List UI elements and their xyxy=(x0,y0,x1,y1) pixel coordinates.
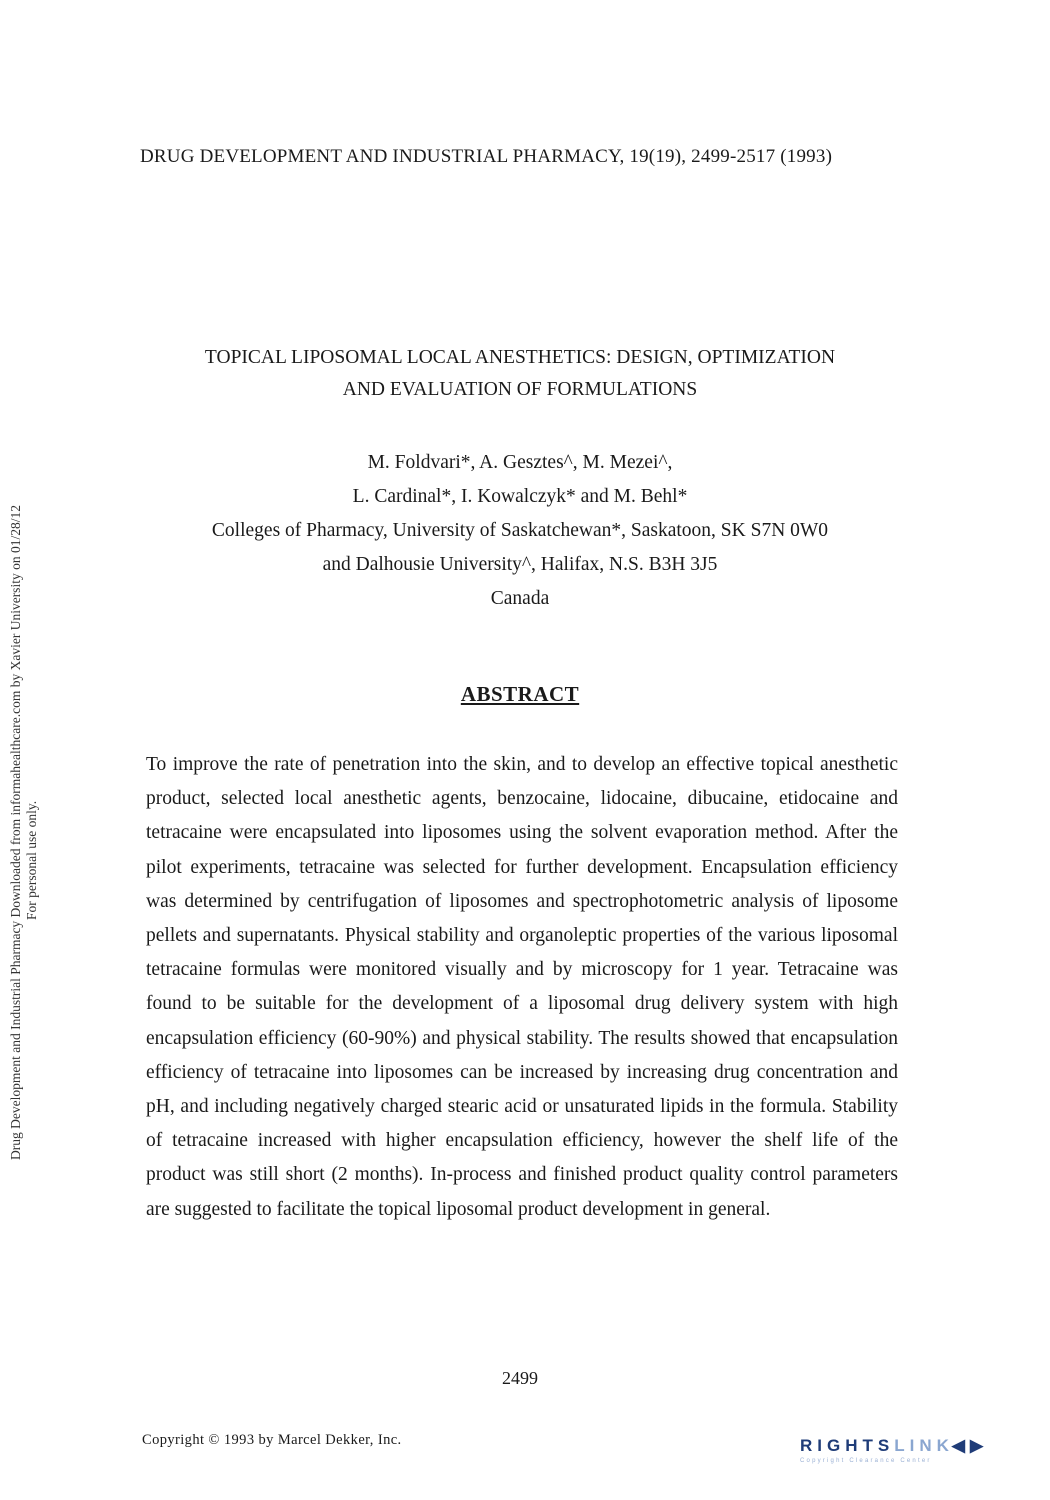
rightslink-arrow-icon: ◀▶ xyxy=(951,1436,989,1455)
rightslink-link-text: LINK xyxy=(894,1436,954,1455)
journal-header: DRUG DEVELOPMENT AND INDUSTRIAL PHARMACY, 19(19), 2499-2517 (1993) xyxy=(140,146,833,167)
abstract-text: To improve the rate of penetration into the skin, and to develop an effective topical anesthetic product, selected local anesthetic agents, benzocaine, lidocaine, dibucaine, etidocaine and tetracaine were encapsulated into liposomes using the solvent evaporation method. After the pilot experiments, tetracaine was selected for further development. Encapsulation efficiency was determined by centrifugation of liposomes and spectrophotometric analysis of liposome pellets and supernatants. Physical stability and organoleptic properties of the various liposomal tetracaine formulas were monitored visually and by microscopy for 1 year. Tetracaine was found to be suitable for the development of a liposomal drug delivery system with high encapsulation efficiency (60-90%) and physical stability. The results showed that encapsulation efficiency of tetracaine into liposomes can be increased by increasing drug concentration and pH, and including negatively charged stearic acid or unsaturated lipids in the formula. Stability of tetracaine increased with higher encapsulation efficiency, however the shelf life of the product was still short (2 months). In-process and finished product quality control parameters are suggested to facilitate the topical liposomal product development in general. xyxy=(146,754,898,1220)
authors-line-1: M. Foldvari*, A. Gesztes^, M. Mezei^, xyxy=(367,452,673,473)
watermark-download-line: Drug Development and Industrial Pharmacy Downloaded from informahealthcare.com by Xavier University on 01/28/12 xyxy=(8,505,23,1160)
rightslink-subtitle: Copyright Clearance Center xyxy=(800,1458,932,1464)
authors-affiliations xyxy=(100,446,940,616)
title-line-1: TOPICAL LIPOSOMAL LOCAL ANESTHETICS: DESIGN, OPTIMIZATION xyxy=(204,347,836,368)
affiliation-line-1: Colleges of Pharmacy, University of Saskatchewan*, Saskatoon, SK S7N 0W0 xyxy=(211,520,829,541)
watermark-personal-use-line: For personal use only. xyxy=(24,800,39,920)
page-number: 2499 xyxy=(502,1368,538,1388)
paper-title xyxy=(100,342,940,406)
rightslink-wordmark xyxy=(800,1436,1032,1456)
rightslink-rights-text: RIGHTS xyxy=(800,1436,895,1455)
affiliation-line-2: and Dalhousie University^, Halifax, N.S. B3H 3J5 xyxy=(322,554,718,575)
download-watermark xyxy=(4,340,44,1160)
abstract-heading: ABSTRACT xyxy=(460,682,580,706)
title-line-2: AND EVALUATION OF FORMULATIONS xyxy=(342,379,698,400)
authors-line-2: L. Cardinal*, I. Kowalczyk* and M. Behl* xyxy=(352,486,688,507)
affiliation-country: Canada xyxy=(490,588,550,609)
rightslink-logo xyxy=(800,1436,1032,1476)
copyright-notice: Copyright © 1993 by Marcel Dekker, Inc. xyxy=(142,1432,402,1448)
